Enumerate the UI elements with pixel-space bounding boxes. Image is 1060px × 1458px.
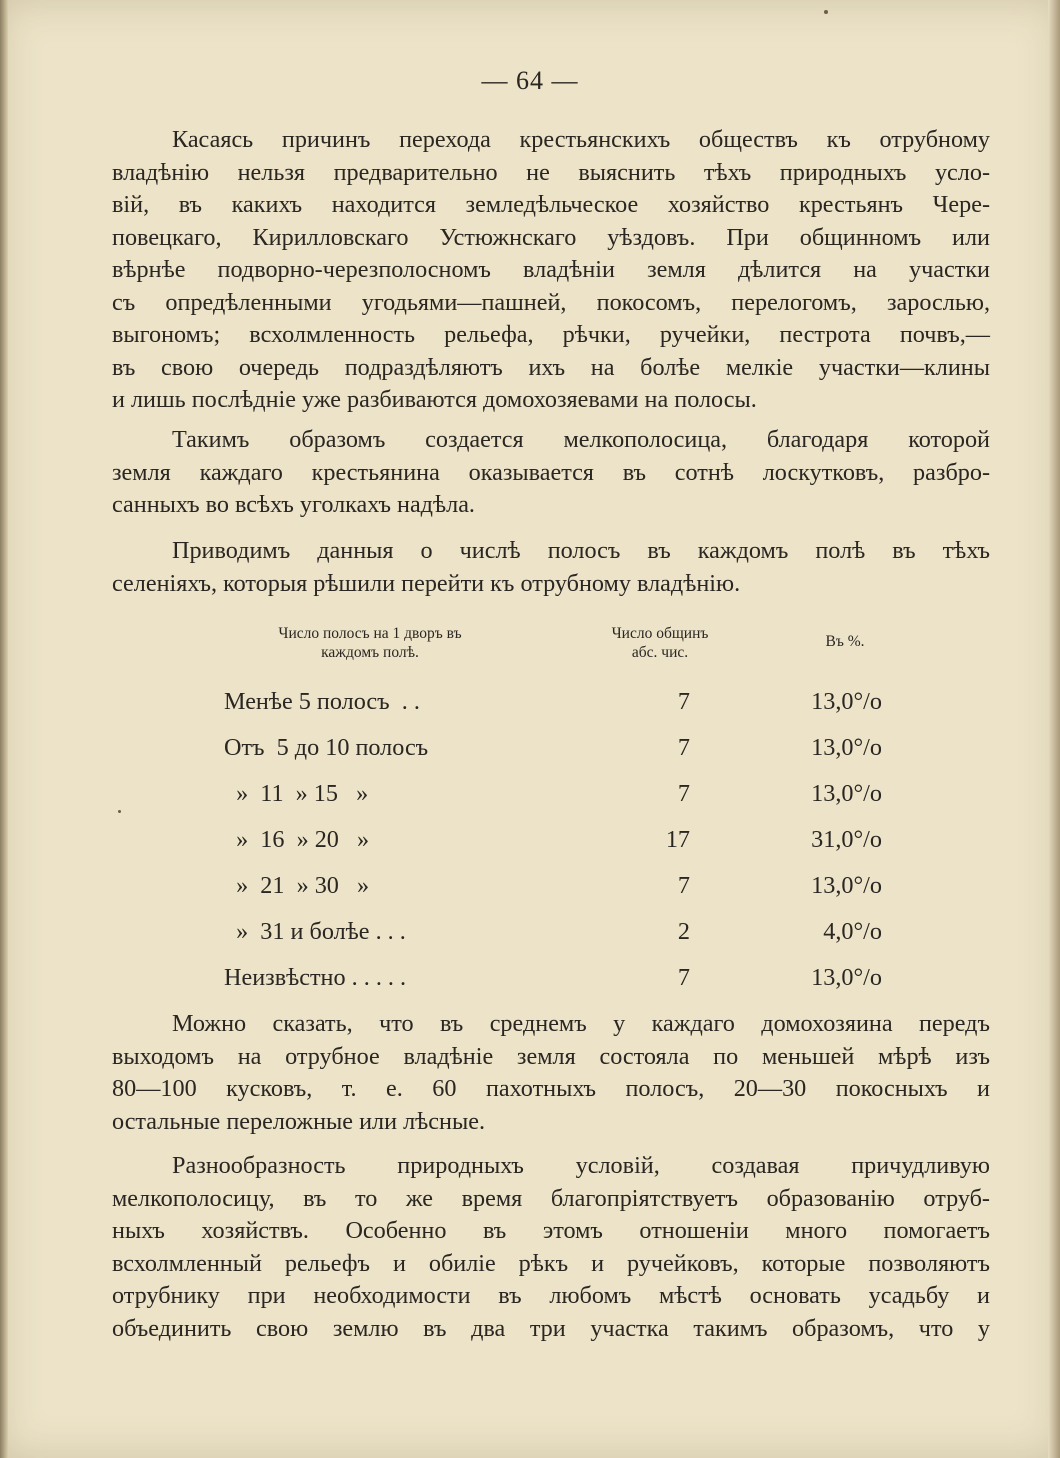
text-line: отрубнику при необходимости въ любомъ мѣстѣ основать усадьбу и xyxy=(112,1282,990,1309)
row-count: 2 xyxy=(677,918,690,945)
text-line: владѣнію нельзя предварительно не выяснить тѣхъ природныхъ усло- xyxy=(112,158,990,186)
percent-value: 31,0 xyxy=(811,826,854,853)
paragraph-2 xyxy=(112,424,990,522)
table-row xyxy=(0,824,1060,856)
table-row xyxy=(0,686,1060,718)
row-label: » 11 » 15 » xyxy=(224,780,369,807)
text-line: Приводимъ данныя о числѣ полосъ въ каждомъ полѣ въ тѣхъ xyxy=(172,537,990,564)
text-line: остальные переложные или лѣсные. xyxy=(112,1107,486,1135)
percent-sign: °/o xyxy=(853,734,882,761)
header-text: Число общинъ xyxy=(611,625,709,642)
percent-sign: °/o xyxy=(853,780,882,807)
page-number: — 64 — xyxy=(481,66,579,95)
header-text: Число полосъ на 1 дворъ въ xyxy=(278,625,462,642)
column-header-communities xyxy=(580,624,740,662)
row-label: » 31 и болѣе . . . xyxy=(224,918,406,945)
text-line: Касаясь причинъ перехода крестьянскихъ обществъ къ отрубному xyxy=(172,126,990,153)
percent-value: 4,0 xyxy=(823,918,854,945)
table-row xyxy=(0,870,1060,902)
paragraph-4 xyxy=(112,1008,990,1138)
text-line: въ свою очередь подраздѣляютъ ихъ на болѣе мелкіе участки—клины xyxy=(112,353,990,381)
header-text: абс. чис. xyxy=(631,644,689,661)
table-row xyxy=(0,778,1060,810)
text-line: санныхъ во всѣхъ уголкахъ надѣла. xyxy=(112,491,475,518)
paragraph-5 xyxy=(112,1150,990,1345)
row-count: 7 xyxy=(677,964,690,991)
row-percent xyxy=(760,778,882,810)
row-count: 7 xyxy=(677,688,690,715)
row-label: Отъ 5 до 10 полосъ xyxy=(224,734,429,761)
percent-sign: °/o xyxy=(853,872,882,899)
percent-value: 13,0 xyxy=(811,688,854,715)
text-line: повецкаго, Кирилловскаго Устюжнскаго уѣздовъ. При общинномъ или xyxy=(112,223,990,251)
row-label: » 21 » 30 » xyxy=(224,872,370,899)
text-line: Можно сказать, что въ среднемъ у каждаго домохозяина передъ xyxy=(172,1010,990,1037)
page-left-edge xyxy=(0,0,8,1458)
percent-value: 13,0 xyxy=(811,734,854,761)
text-line: всхолмленный рельефъ и обиліе рѣкъ и ручейковъ, которые позволяютъ xyxy=(112,1249,990,1277)
text-line: выгономъ; всхолмленность рельефа, рѣчки, ручейки, пестрота почвъ,— xyxy=(112,321,990,348)
row-count: 7 xyxy=(677,780,690,807)
text-line: земля каждаго крестьянина оказывается въ сотнѣ лоскутковъ, разбро- xyxy=(112,458,990,486)
percent-sign: °/o xyxy=(853,826,882,853)
row-percent xyxy=(760,962,882,994)
row-label: » 16 » 20 » xyxy=(224,826,370,853)
percent-sign: °/o xyxy=(853,918,882,945)
text-line: и лишь послѣдніе уже разбиваются домохозяевами на полосы. xyxy=(112,386,757,413)
table-row xyxy=(0,962,1060,994)
text-line: селеніяхъ, которыя рѣшили перейти къ отрубному владѣнію. xyxy=(112,569,741,597)
row-percent xyxy=(760,870,882,902)
percent-sign: °/o xyxy=(853,688,882,715)
text-line: мелкополосицу, въ то же время благопріятствуетъ образованію отруб- xyxy=(112,1184,990,1212)
ink-speck xyxy=(824,10,828,14)
column-header-strips xyxy=(230,624,510,662)
row-percent xyxy=(760,916,882,948)
page-right-edge xyxy=(1048,0,1060,1458)
row-count: 17 xyxy=(665,826,690,853)
percent-value: 13,0 xyxy=(811,964,854,991)
text-line: Разнообразность природныхъ условій, создавая причудливую xyxy=(172,1152,990,1179)
row-label: Менѣе 5 полосъ . . xyxy=(224,688,420,715)
row-count: 7 xyxy=(677,872,690,899)
header-text: каждомъ полѣ. xyxy=(321,644,419,661)
row-count: 7 xyxy=(677,734,690,761)
text-line: ныхъ хозяйствъ. Особенно въ этомъ отношеніи много помогаетъ xyxy=(112,1217,990,1244)
percent-value: 13,0 xyxy=(811,780,854,807)
percent-sign: °/o xyxy=(853,964,882,991)
percent-value: 13,0 xyxy=(811,872,854,899)
text-line: выходомъ на отрубное владѣніе земля состояла по меньшей мѣрѣ изъ xyxy=(112,1042,990,1070)
row-label: Неизвѣстно . . . . . xyxy=(224,964,407,991)
text-line: съ опредѣленными угодьями—пашней, покосомъ, перелогомъ, зарослью, xyxy=(112,288,990,316)
table-row xyxy=(0,732,1060,764)
text-line: Такимъ образомъ создается мелкополосица, благодаря которой xyxy=(172,426,990,453)
table-row xyxy=(0,916,1060,948)
paragraph-3 xyxy=(112,535,990,600)
ink-speck xyxy=(118,810,121,813)
paragraph-1 xyxy=(112,124,990,417)
row-percent xyxy=(760,824,882,856)
text-line: вій, въ какихъ находится земледѣльческое хозяйство крестьянъ Чере- xyxy=(112,191,990,218)
text-line: 80—100 кусковъ, т. е. 60 пахотныхъ полосъ, 20—30 покосныхъ и xyxy=(112,1075,990,1102)
text-line: вѣрнѣе подворно-черезполосномъ владѣніи земля дѣлится на участки xyxy=(112,256,990,283)
column-header-percent: Въ %. xyxy=(825,633,865,650)
row-percent xyxy=(760,732,882,764)
text-line: объединить свою землю въ два три участка такимъ образомъ, что у xyxy=(112,1314,990,1342)
row-percent xyxy=(760,686,882,718)
